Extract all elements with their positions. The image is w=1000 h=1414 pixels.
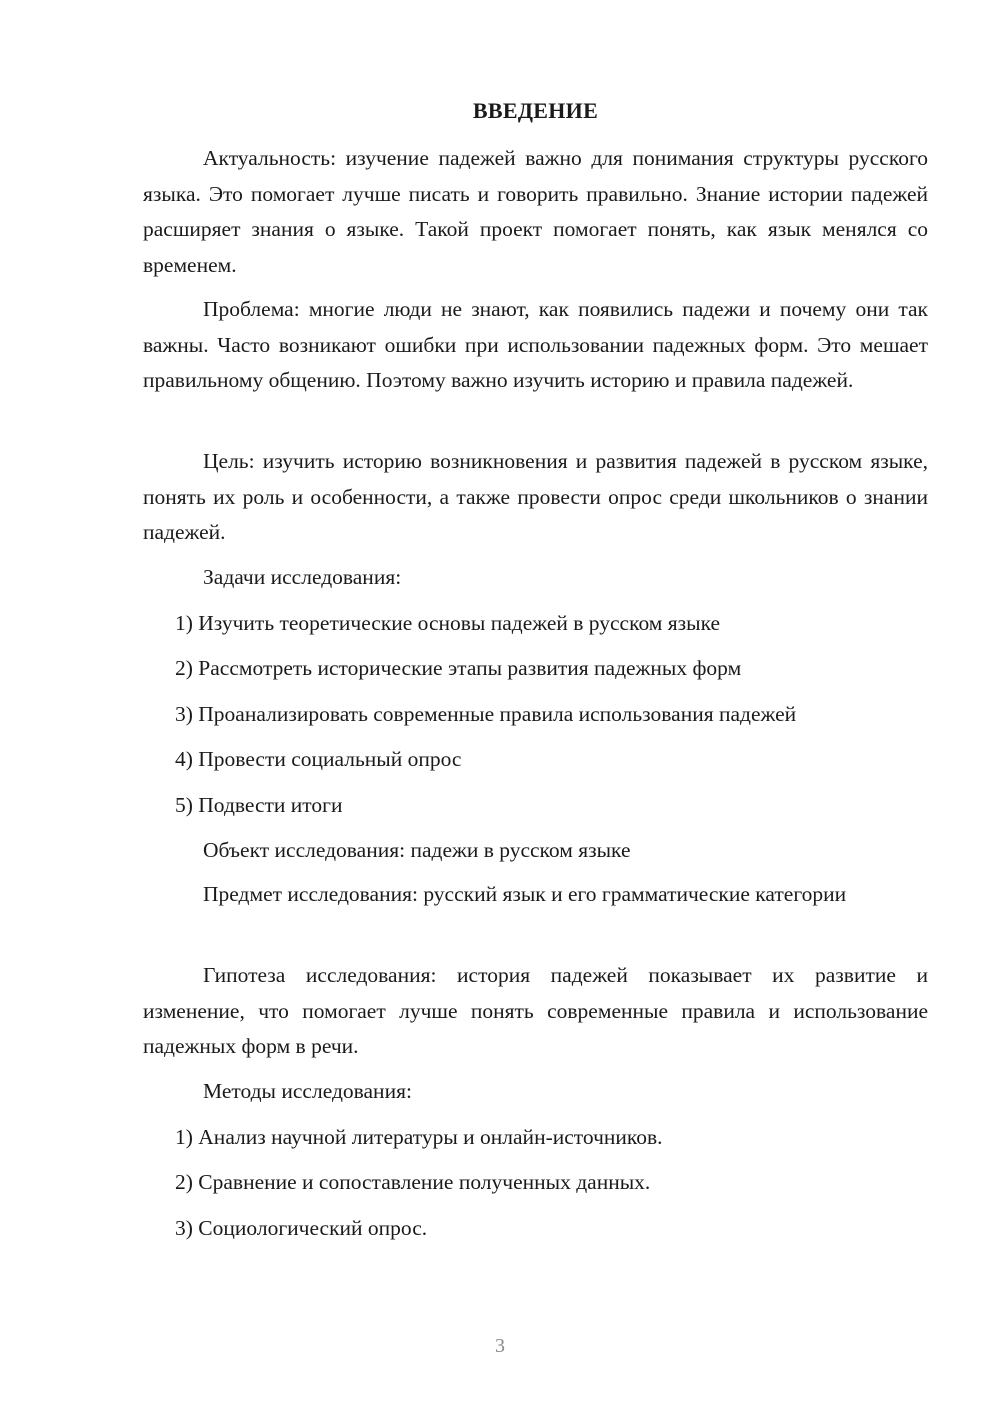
task-item: 1) Изучить теоретические основы падежей в русском языке xyxy=(175,611,721,635)
task-item: 2) Рассмотреть исторические этапы развития падежных форм xyxy=(175,656,742,680)
object-line: Объект исследования: падежи в русском языке xyxy=(203,838,631,862)
problem-paragraph: Проблема: многие люди не знают, как появились падежи и почему они так важны. Часто возникают ошибки при использовании падежных форм. Это мешает правильному общению. Поэтому важно изучить историю и правила падежей. xyxy=(143,297,928,392)
task-item: 4) Провести социальный опрос xyxy=(175,747,462,771)
method-item: 3) Социологический опрос. xyxy=(175,1216,428,1240)
method-item: 1) Анализ научной литературы и онлайн-источников. xyxy=(175,1125,663,1149)
relevance-paragraph: Актуальность: изучение падежей важно для понимания структуры русского языка. Это помогает лучше писать и говорить правильно. Знание истории падежей расширяет знания о языке. Такой проект помогает понять, как язык менялся со временем. xyxy=(143,146,928,277)
task-item: 3) Проанализировать современные правила использования падежей xyxy=(175,702,797,726)
page-number: 3 xyxy=(495,1335,505,1357)
section-heading: ВВЕДЕНИЕ xyxy=(472,98,599,123)
method-item: 2) Сравнение и сопоставление полученных данных. xyxy=(175,1170,651,1194)
task-item: 5) Подвести итоги xyxy=(175,793,343,817)
methods-title: Методы исследования: xyxy=(203,1079,412,1103)
goal-paragraph: Цель: изучить историю возникновения и развития падежей в русском языке, понять их роль и особенности, а также провести опрос среди школьников о знании падежей. xyxy=(143,449,928,544)
subject-paragraph: Предмет исследования: русский язык и его грамматические категории xyxy=(203,882,847,906)
tasks-title: Задачи исследования: xyxy=(203,565,402,589)
hypothesis-paragraph: Гипотеза исследования: история падежей показывает их развитие и изменение, что помогает лучше понять современные правила и использование падежных форм в речи. xyxy=(143,963,928,1058)
